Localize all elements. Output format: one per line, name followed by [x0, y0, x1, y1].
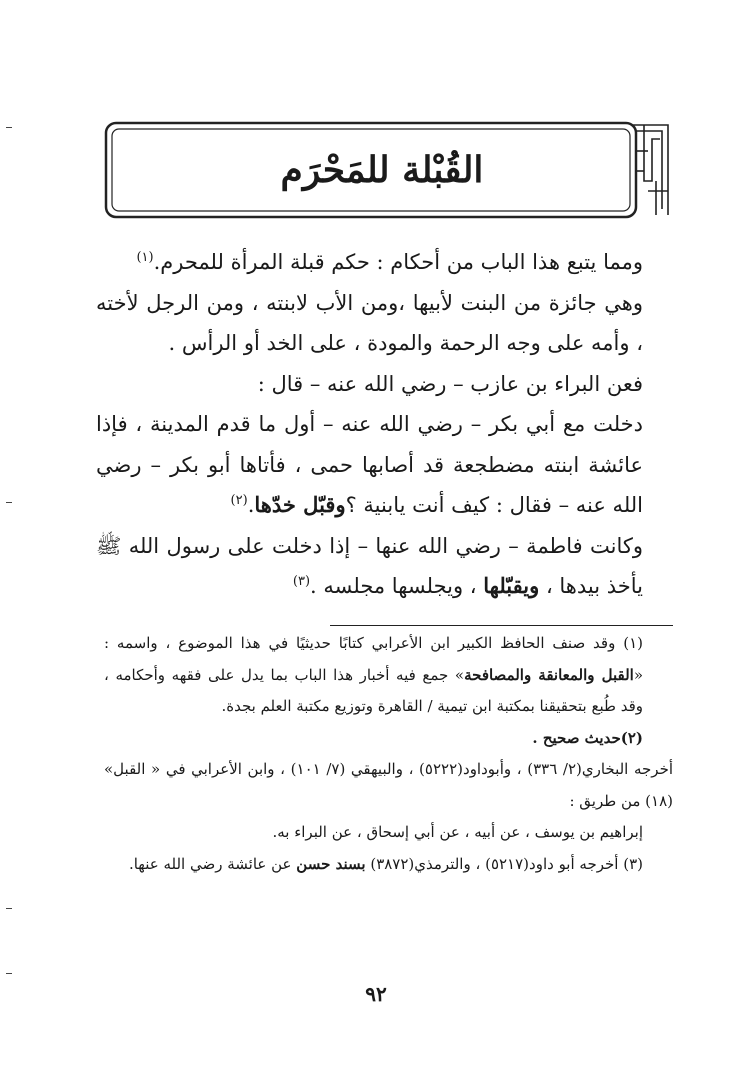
footnote-text: » جمع فيه أخبار هذا الباب بما يدل على فقهه وأحكامه ، وقد طُبع بتحقيقنا بمكتبة ابن تيمية / القاهرة وتوزيع مكتبة العلم بجدة.	[104, 665, 643, 715]
hadith-paragraph	[96, 526, 673, 607]
scan-edge-mark	[6, 127, 12, 128]
page-number: ٩٢	[365, 982, 387, 1006]
book-title: القبل والمعانقة والمصافحة	[464, 665, 634, 684]
paragraph-text: ومما يتبع هذا الباب من أحكام : حكم قبلة المرأة للمحرم.	[153, 250, 643, 274]
footnote-reference: (٣)	[292, 574, 311, 589]
footnote-1	[104, 628, 673, 723]
hadith-paragraph	[96, 404, 673, 526]
emphasized-text: وقبّل خدّها	[254, 492, 346, 517]
footnote-reference: (٢)	[230, 493, 248, 508]
footnote-3	[104, 849, 673, 881]
paragraph-text: ، ويجلسها مجلسه .	[310, 574, 477, 598]
paragraph-text: .	[247, 493, 255, 517]
footnote-separator	[330, 625, 673, 626]
scan-edge-mark	[6, 502, 12, 503]
scan-edge-mark	[6, 908, 12, 909]
main-text	[96, 242, 673, 607]
footnote-text: (٣) أخرجه أبو داود(٥٢١٧) ، والترمذي(٣٨٧٢)	[370, 854, 643, 873]
paragraph: وهي جائزة من البنت لأبيها ،ومن الأب لابنته ، ومن الرجل لأخته ، وأمه على وجه الرحمة والمودة ، على الخد أو الرأس .	[96, 290, 643, 355]
paragraph-text: دخلت مع أبي بكر – رضي الله عنه – أول ما قدم المدينة ، فإذا عائشة ابنته مضطجعة قد أصابها حمى ، فأتاها أبو بكر – رضي الله عنه – فقال : كيف أنت يابنية ؟	[96, 412, 643, 517]
footnote-2-source: أخرجه البخاري(٢/ ٣٣٦) ، وأبوداود(٥٢٢٢) ، والبيهقي (٧/ ١٠١) ، وابن الأعرابي في « القبل» (١٨) من طريق :	[104, 760, 674, 810]
footnote-2-chain: إبراهيم بن يوسف ، عن أبيه ، عن أبي إسحاق ، عن البراء به.	[272, 823, 643, 841]
chapter-title-frame	[104, 121, 670, 219]
paragraph-text: وكانت فاطمة – رضي الله عنها – إذا دخلت على رسول الله ﷺ يأخذ بيدها ،	[96, 533, 643, 598]
paragraph	[96, 242, 673, 283]
emphasized-text: ويقبّلها	[483, 573, 540, 598]
chapter-title: القُبْلة للمَحْرَم	[280, 149, 484, 191]
footnote-text: عن عائشة رضي الله عنها.	[128, 854, 292, 873]
footnote-text: (١) وقد صنف الحافظ الكبير ابن الأعرابي كتابًا حديثيًا في هذا الموضوع ، واسمه : «	[104, 634, 643, 684]
emphasized-text: بسند حسن	[296, 854, 366, 873]
paragraph: فعن البراء بن عازب – رضي الله عنه – قال :	[257, 371, 643, 396]
footnote-reference: (١)	[136, 250, 154, 265]
footnote-2-label: (٢)حديث صحيح .	[532, 728, 643, 747]
footnotes	[104, 628, 673, 880]
scan-edge-mark	[6, 973, 12, 974]
